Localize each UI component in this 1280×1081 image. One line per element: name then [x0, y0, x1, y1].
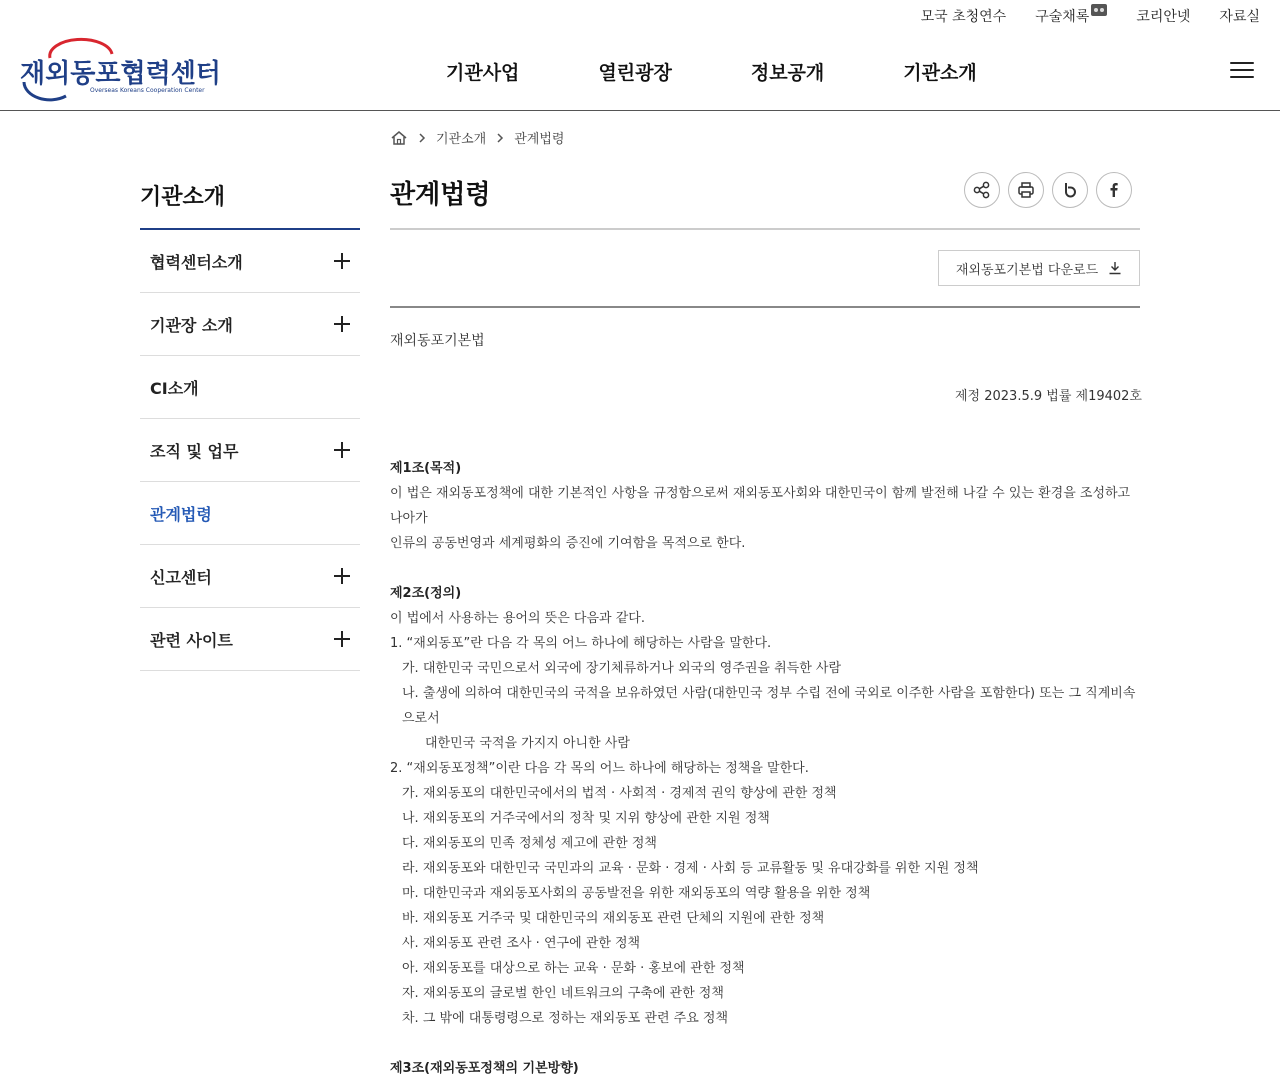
law-name: 재외동포기본법: [390, 333, 485, 349]
logo-emblem: [20, 44, 221, 100]
gnb-item-open-square[interactable]: 열린광장: [598, 62, 672, 84]
sidebar-item-laws[interactable]: 관계법령: [140, 482, 360, 545]
article-subitem: 가. 재외동포의 대한민국에서의 법적 · 사회적 · 경제적 권익 향상에 관한 정책: [402, 786, 837, 801]
breadcrumb: [390, 128, 564, 147]
facebook-icon: [1104, 180, 1124, 200]
title-divider: [390, 228, 1140, 230]
law-meta: 제정 2023.5.9 법률 제19402호: [955, 389, 1142, 404]
home-icon[interactable]: [390, 130, 408, 146]
article-text: 이 법에서 사용하는 용어의 뜻은 다음과 같다.: [390, 611, 645, 626]
law-content: [390, 330, 1142, 1081]
article-subitem: 라. 재외동포와 대한민국 국민과의 교육 · 문화 · 경제 · 사회 등 교류활동 및 유대강화를 위한 지원 정책: [402, 861, 979, 876]
share-button[interactable]: [964, 172, 1000, 208]
print-icon: [1016, 180, 1036, 200]
blog-button[interactable]: [1052, 172, 1088, 208]
sidebar-item-center-intro[interactable]: 협력센터소개: [140, 230, 360, 293]
util-link-koreannet[interactable]: 코리안넷: [1136, 9, 1191, 25]
article-text: 인류의 공동번영과 세계평화의 증진에 기여함을 목적으로 한다.: [390, 536, 746, 551]
article-subitem: 마. 대한민국과 재외동포사회의 공동발전을 위한 재외동포의 역량 활용을 위한 정책: [402, 886, 871, 901]
plus-icon[interactable]: [334, 568, 350, 584]
article-subitem: 나. 재외동포의 거주국에서의 정착 및 지위 향상에 관한 지원 정책: [402, 811, 770, 826]
util-link-archive[interactable]: 자료실: [1219, 9, 1260, 25]
facebook-button[interactable]: [1096, 172, 1132, 208]
page-title: 관계법령: [390, 180, 491, 210]
download-law-button[interactable]: 재외동포기본법 다운로드: [938, 250, 1140, 286]
article-text: 이 법은 재외동포정책에 대한 기본적인 사항을 규정함으로써 재외동포사회와 대한민국이 함께 발전해 나갈 수 있는 환경을 조성하고 나아가: [390, 486, 1131, 526]
article-1: [390, 456, 1142, 556]
gnb-item-about[interactable]: 기관소개: [903, 62, 977, 84]
sidebar-item-organization[interactable]: 조직 및 업무: [140, 419, 360, 482]
chevron-right-icon: [494, 132, 506, 144]
article-subitem: 사. 재외동포 관련 조사 · 연구에 관한 정책: [402, 936, 641, 951]
article-subitem: 자. 재외동포의 글로벌 한인 네트워크의 구축에 관한 정책: [402, 986, 724, 1001]
logo-title: 재외동포협력센터: [20, 59, 221, 89]
chevron-right-icon: [416, 132, 428, 144]
article-subitem-cont: 대한민국 국적을 가지지 아니한 사람: [425, 736, 630, 751]
article-subitem: 가. 대한민국 국민으로서 외국에 장기체류하거나 외국의 영주권을 취득한 사람: [402, 661, 842, 676]
util-link-oral-history[interactable]: 구술채록: [1035, 6, 1107, 26]
menu-icon[interactable]: [1230, 62, 1254, 80]
vr-icon: [1091, 4, 1107, 16]
content-divider: [390, 306, 1140, 308]
article-subitem: 다. 재외동포의 민족 정체성 제고에 관한 정책: [402, 836, 657, 851]
gnb-item-projects[interactable]: 기관사업: [446, 62, 520, 84]
article-3: [390, 1056, 1142, 1081]
article-subitem: 나. 출생에 의하여 대한민국의 국적을 보유하였던 사람(대한민국 정부 수립 전에 국외로 이주한 사람을 포함한다) 또는 그 직계비속으로서: [402, 686, 1136, 726]
sidebar-item-ci[interactable]: CI소개: [140, 356, 360, 419]
blog-icon: [1060, 180, 1080, 200]
article-2: [390, 581, 1142, 1031]
article-subitem: 바. 재외동포 거주국 및 대한민국의 재외동포 관련 단체의 지원에 관한 정책: [402, 911, 825, 926]
gnb-item-disclosure[interactable]: 정보공개: [750, 62, 825, 84]
sidebar-item-report-center[interactable]: 신고센터: [140, 545, 360, 608]
article-title: 제2조(정의): [390, 586, 462, 601]
page-tools: [964, 172, 1132, 208]
share-icon: [972, 180, 992, 200]
sidebar-title: 기관소개: [140, 185, 226, 210]
main-nav: [446, 58, 977, 85]
header-divider: [0, 110, 1280, 111]
breadcrumb-current: 관계법령: [514, 132, 565, 147]
sidebar-menu: [140, 230, 360, 671]
plus-icon[interactable]: [334, 631, 350, 647]
sidebar-item-head-intro[interactable]: 기관장 소개: [140, 293, 360, 356]
plus-icon[interactable]: [334, 253, 350, 269]
util-link-training[interactable]: 모국 초청연수: [920, 9, 1007, 25]
utility-nav: [921, 6, 1260, 26]
logo-subtitle: Overseas Koreans Cooperation Center: [90, 87, 205, 94]
article-subitem: 아. 재외동포를 대상으로 하는 교육 · 문화 · 홍보에 관한 정책: [402, 961, 745, 976]
sidebar-item-related-sites[interactable]: 관련 사이트: [140, 608, 360, 671]
plus-icon[interactable]: [334, 442, 350, 458]
plus-icon[interactable]: [334, 316, 350, 332]
breadcrumb-item[interactable]: 기관소개: [436, 132, 487, 147]
print-button[interactable]: [1008, 172, 1044, 208]
article-title: 제3조(재외동포정책의 기본방향): [390, 1061, 579, 1076]
article-title: 제1조(목적): [390, 461, 462, 476]
article-item: 2. “재외동포정책”이란 다음 각 목의 어느 하나에 해당하는 정책을 말한다.: [390, 761, 809, 776]
article-item: 1. “재외동포”란 다음 각 목의 어느 하나에 해당하는 사람을 말한다.: [390, 636, 772, 651]
article-subitem: 차. 그 밖에 대통령령으로 정하는 재외동포 관련 주요 정책: [402, 1011, 729, 1026]
logo[interactable]: [20, 44, 221, 100]
download-icon: [1108, 261, 1122, 275]
